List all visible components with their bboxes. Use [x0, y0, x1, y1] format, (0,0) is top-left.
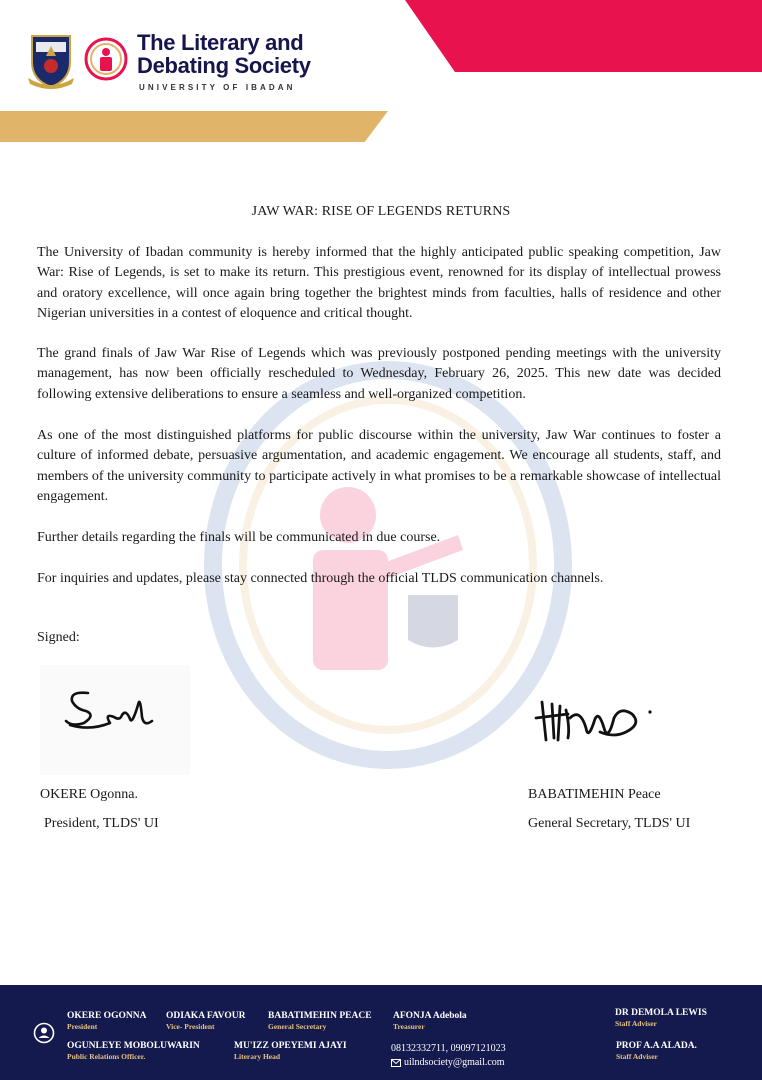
paragraph-intro: The University of Ibadan community is hereby informed that the highly anticipated public speaking competition, Jaw War: Rise of Legends, is set to make its return. This prestigious event, renowned for its display of intellectual prowess and oratory excellence, will once again bring together the brightest minds from faculties, halls of residence and other Nigerian universities in a contest of eloquence and critical thought. — [37, 245, 721, 322]
user-circle-icon — [33, 1022, 55, 1044]
secretary-role: General Secretary, TLDS' UI — [528, 816, 691, 831]
exec-odiaka: ODIAKA FAVOUR Vice- President — [166, 1011, 246, 1031]
mail-icon — [391, 1059, 401, 1067]
footer-email-row[interactable] — [391, 1057, 505, 1068]
president-name: OKERE Ogonna. — [40, 787, 138, 802]
tlds-logo — [84, 37, 128, 81]
footer-phones: 08132332711, 09097121023 — [391, 1043, 506, 1054]
letter-title: JAW WAR: RISE OF LEGENDS RETURNS — [251, 204, 511, 219]
paragraph-encouragement: As one of the most distinguished platforms for public discourse within the university, Jaw War continues to foster a culture of informed debate, persuasive argumentation, and academic engagement. We encourage all students, staff, and members of the university community to participate actively in what promises to be a remarkable showcase of intellectual engagement. — [37, 428, 721, 505]
exec-okere: OKERE OGONNA President — [67, 1011, 147, 1031]
exec-muizz: MU'IZZ OPEYEMI AJAYI Literary Head — [234, 1041, 347, 1061]
header-gold-band — [0, 111, 388, 142]
adviser-alada: PROF A.A ALADA. Staff Adviser — [616, 1041, 697, 1061]
paragraph-finals-date: The grand finals of Jaw War Rise of Legends which was previously postponed pending meetings with the university management, has now been officially rescheduled to Wednesday, February 26, 2025. This new date was decided following extensive deliberations to ensure a seamless and well-organized competition. — [37, 346, 721, 402]
watermark-logo — [198, 355, 578, 775]
president-signature-box — [40, 665, 190, 775]
exec-afonja: AFONJA Adebola Treasurer — [393, 1011, 467, 1031]
header-red-band — [405, 0, 762, 72]
society-name: The Literary and Debating Society — [137, 30, 311, 78]
paragraph-inquiries: For inquiries and updates, please stay connected through the official TLDS communication channels. — [37, 571, 604, 586]
adviser-lewis: DR DEMOLA LEWIS Staff Adviser — [615, 1008, 707, 1028]
exec-babatimehin: BABATIMEHIN PEACE General Secretary — [268, 1011, 372, 1031]
footer — [0, 985, 762, 1080]
university-crest-logo — [26, 32, 76, 90]
paragraph-further-details: Further details regarding the finals will be communicated in due course. — [37, 530, 441, 545]
president-role: President, TLDS' UI — [44, 816, 159, 831]
signed-label: Signed: — [37, 630, 80, 645]
university-name: UNIVERSITY OF IBADAN — [139, 83, 296, 92]
exec-ogunleye: OGUNLEYE MOBOLUWARIN Public Relations Officer. — [67, 1041, 200, 1061]
secretary-signature — [528, 688, 658, 758]
president-signature — [40, 665, 190, 775]
footer-email[interactable]: uilndsociety@gmail.com — [404, 1057, 505, 1068]
secretary-name: BABATIMEHIN Peace — [528, 787, 661, 802]
